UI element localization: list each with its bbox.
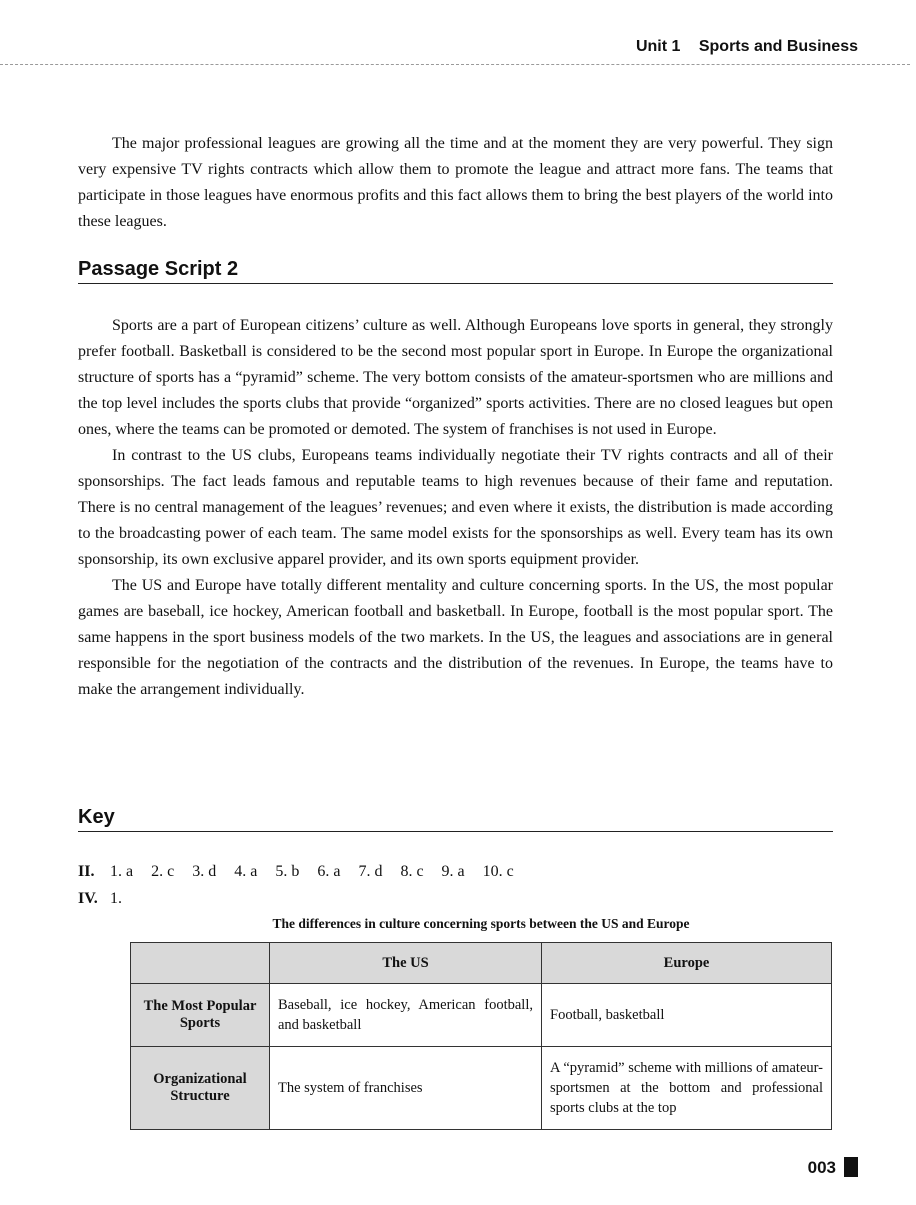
table-row [131, 1047, 832, 1130]
answer-row-section-4 [78, 890, 638, 908]
answer-item: 2. c [151, 863, 175, 880]
table-header-cell: The US [270, 943, 542, 984]
running-head [636, 38, 858, 56]
passage-paragraph: Sports are a part of European citizens’ culture as well. Although Europeans love sports in general, they strongly prefer football. Basketball is considered to be the second most popular sport in Europe. In Europe the organizational structure of sports has a “pyramid” scheme. The very bottom consists of the amateur-sportsmen who are millions and the top level includes the sports clubs that provide “organized” sports activities. There are no closed leagues but open ones, where the teams can be promoted or demoted. The system of franchises is not used in Europe. [78, 317, 833, 438]
row-label: The Most Popular Sports [131, 984, 270, 1047]
passage-text [78, 313, 833, 703]
page-number-text: 003 [807, 1158, 836, 1177]
page-marker-block [844, 1157, 858, 1177]
answer-item: 9. a [441, 863, 465, 880]
page-number [808, 1157, 858, 1178]
table-header-cell: Europe [542, 943, 832, 984]
table-header-cell [131, 943, 270, 984]
table-cell: Football, basketball [542, 984, 832, 1047]
passage-paragraph: The US and Europe have totally different mentality and culture concerning sports. In the US, the most popular games are baseball, ice hockey, American football and basketball. In Europe, football is the most popular sport. The same happens in the sport business models of the two markets. In the US, the leagues and associations are in general responsible for the negotiation of the contracts and the distribution of the revenues. In Europe, the teams have to make the arrangement individually. [78, 577, 833, 698]
answer-item: 1. a [110, 863, 134, 880]
passage-heading: Passage Script 2 [78, 258, 833, 284]
comparison-table [130, 942, 832, 1130]
answer-item: 8. c [400, 863, 424, 880]
answer-item: 5. b [275, 863, 300, 880]
section-label: IV. [78, 890, 98, 907]
table-cell: A “pyramid” scheme with millions of amateur-sportsmen at the bottom and professional sports clubs at the top [542, 1047, 832, 1130]
unit-label: Unit 1 [635, 38, 681, 55]
key-heading: Key [78, 806, 833, 832]
table-header-row [131, 943, 832, 984]
answer-row-section-2 [78, 863, 638, 881]
section-label: II. [78, 863, 95, 880]
table-row [131, 984, 832, 1047]
answer-item: 1. [110, 890, 122, 907]
passage-paragraph: In contrast to the US clubs, Europeans teams individually negotiate their TV rights contracts and all of their sponsorships. The fact leads famous and reputable teams to high revenues because of their fame and reputation. There is no central management of the leagues’ revenues; and even where it exists, the distribution is made according to the broadcasting power of each team. The same model exists for the sponsorships as well. Every team has its own sponsorship, its own exclusive apparel provider, and its own sports equipment provider. [78, 447, 833, 568]
answer-item: 6. a [317, 863, 341, 880]
answer-item: 3. d [192, 863, 217, 880]
answer-item: 10. c [482, 863, 514, 880]
table-cell: The system of franchises [270, 1047, 542, 1130]
row-label: Organizational Structure [131, 1047, 270, 1130]
intro-text [78, 131, 833, 235]
answer-item: 4. a [234, 863, 258, 880]
table-cell: Baseball, ice hockey, American football, and basketball [270, 984, 542, 1047]
intro-paragraph: The major professional leagues are growing all the time and at the moment they are very powerful. They sign very expensive TV rights contracts which allow them to promote the league and attract more fans. The teams that participate in those leagues have enormous profits and this fact allows them to bring the best players of the world into these leagues. [78, 135, 833, 230]
header-divider [0, 64, 910, 65]
table-caption: The differences in culture concerning sports between the US and Europe [272, 916, 690, 931]
unit-title: Sports and Business [698, 38, 858, 55]
answer-item: 7. d [358, 863, 383, 880]
